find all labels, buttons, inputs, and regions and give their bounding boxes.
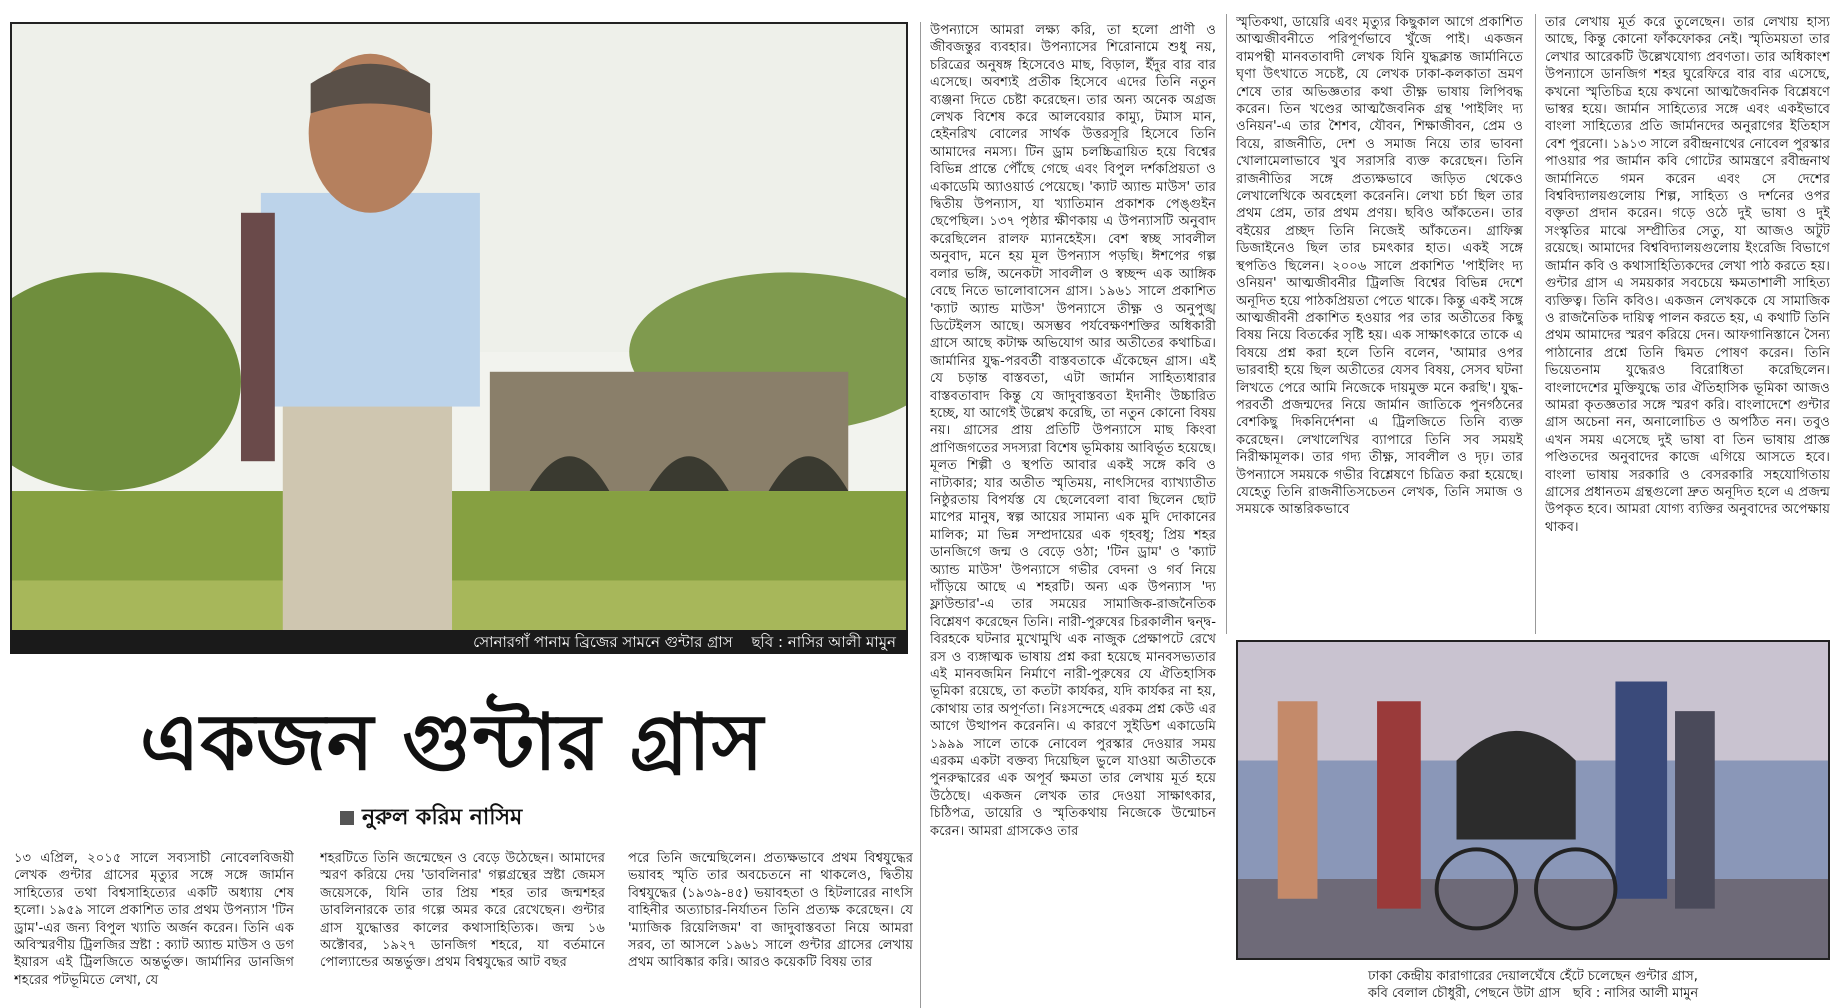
article-column-3 (628, 850, 913, 1008)
column-5-text: স্মৃতিকথা, ডায়েরি এবং মৃত্যুর কিছুকাল আগে প্রকাশিত আত্মজীবনীতে পরিপূর্ণভাবে খুঁজে পাই। একজন বামপন্থী মানবতাবাদী লেখক যিনি যুদ্ধক্লান্ত জার্মানিতে ঘৃণা উৎখাতে সচেষ্ট, যে লেখক ঢাকা-কলকাতা ভ্রমণ শেষে তার অভিজ্ঞতার কথা তীক্ষ্ণ ভাষায় লিপিবদ্ধ করেন। তিন খণ্ডের আত্মজৈবনিক গ্রন্থ 'পাইলিং দ্য ওনিয়ন'-এ তার শৈশব, যৌবন, শিক্ষাজীবন, প্রেম ও বিয়ে, রাজনীতি, দেশ ও সমাজ নিয়ে তার ভাবনা খোলামেলাভাবে খুব সরাসরি ব্যক্ত করেছেন। তিনি রাজনীতির সঙ্গে প্রত্যক্ষভাবে জড়িত থেকেও লেখালেখিকে অবহেলা করেননি। লেখা চর্চা ছিল তার প্রথম প্রেম, তার প্রথম প্রণয়। ছবিও আঁকতেন। তার বইয়ের প্রচ্ছদ তিনি নিজেই আঁকতেন। গ্রাফিক্স ডিজাইনেও ছিল তার চমৎকার হাত। একই সঙ্গে স্থপতিও ছিলেন। ২০০৬ সালে প্রকাশিত 'পাইলিং দ্য ওনিয়ন' আত্মজীবনীর ট্রিলজি বিশ্বের বিভিন্ন দেশে অনূদিত হয়ে পাঠকপ্রিয়তা পেতে থাকে। কিন্তু একই সঙ্গে আত্মজীবনী প্রকাশিত হওয়ার পর তার অতীতের কিছু বিষয় নিয়ে বিতর্কের সৃষ্টি হয়। এক সাক্ষাৎকারে তাকে এ বিষয়ে প্রশ্ন করা হলে তিনি বলেন, 'আমার ওপর ভারবাহী হয়ে ছিল অতীতের যেসব বিষয়, সেসব ঘটনা লিখতে পেরে আমি নিজেকে দায়মুক্ত মনে করছি'। যুদ্ধ-পরবর্তী প্রজন্মদের নিয়ে জার্মান জাতিকে পুনর্গঠনের বেশকিছু দিকনির্দেশনা এ ট্রিলজিতে তিনি ব্যক্ত করেছেন। লেখালেখির ব্যাপারে তিনি সব সময়ই নিরীক্ষামূলক। তার গদ্য তীক্ষ্ণ, সাবলীল ও দৃঢ়। তার উপন্যাসে সময়কে গভীর বিশ্লেষণে চিত্রিত করা হয়েছে। যেহেতু তিনি রাজনীতিসচেতন লেখক, তিনি সমাজ ও সময়কে আন্তরিকভাবে (1236, 15, 1523, 518)
article-column-6 (1545, 14, 1830, 634)
column-divider (1226, 14, 1227, 634)
column-divider (920, 22, 921, 1008)
photo1-caption (10, 630, 908, 654)
photo1-caption-credit: ছবি : নাসির আলী মামুন (751, 633, 896, 651)
article-column-5 (1236, 14, 1523, 626)
photo-gunter-grass-bridge (10, 22, 908, 654)
column-1-text: ১৩ এপ্রিল, ২০১৫ সালে সব্যসাচী নোবেলবিজয়ী লেখক গুন্টার গ্রাসের মৃত্যুর সঙ্গে সঙ্গে জার্মান সাহিত্যের তথা বিশ্বসাহিত্যের একটি অধ্যায় শেষ হলো। ১৯৫৯ সালে প্রকাশিত তার প্রথম উপন্যাস 'টিন ড্রাম'-এর জন্য বিপুল খ্যাতি অর্জন করেন। তিনি এক অবিস্মরণীয় ট্রিলজির স্রষ্টা : ক্যাট অ্যান্ড মাউস ও ডগ ইয়ারস এই ট্রিলজিতে অন্তর্ভুক্ত। জার্মানির ডানজিগ শহরের পটভূমিতে লেখা, যে (14, 851, 294, 988)
photo2-caption-line2: কবি বেলাল চৌধুরী, পেছনে উটা গ্রাস (1367, 986, 1561, 1001)
byline-square-icon (340, 811, 354, 825)
photo2-caption (1236, 968, 1830, 1002)
article-headline: একজন গুন্টার গ্রাস (140, 697, 765, 788)
column-4-text: উপন্যাসে আমরা লক্ষ্য করি, তা হলো প্রাণী ও জীবজন্তুর ব্যবহার। উপন্যাসের শিরোনামে শুধু নয়, চরিত্রের অনুষঙ্গ হিসেবেও মাছ, বিড়াল, ইঁদুর বার বার এসেছে। অবশ্যই প্রতীক হিসেবে এদের তিনি নতুন ব্যঞ্জনা দিতে চেষ্টা করেছেন। তার অন্য অনেক অগ্রজ লেখক বিশেষ করে আলবেয়ার কাম্যু, টমাস মান, হেইনরিখ বোলের সার্থক উত্তরসূরি হিসেবে তিনি আমাদের নমস্য। টিন ড্রাম চলচ্চিত্রায়িত হয়ে বিশ্বের বিভিন্ন প্রান্তে পৌঁছে গেছে এবং বিপুল দর্শকপ্রিয়তা ও একাডেমি অ্যাওয়ার্ড পেয়েছে। 'ক্যাট অ্যান্ড মাউস' তার দ্বিতীয় উপন্যাস, যা খ্যাতিমান প্রকাশক পেঙ্গুইন ছেপেছিল। ১৩৭ পৃষ্ঠার ক্ষীণকায় এ উপন্যাসটি অনুবাদ করেছিলেন রালফ ম্যানহেইস। বেশ স্বচ্ছ সাবলীল অনুবাদ, মনে হয় মূল উপন্যাস পড়ছি। ঈশপের গল্প বলার ভঙ্গি, অনেকটা সাবলীল ও স্বচ্ছন্দ এক আঙ্গিক বেছে নিতে ভালোবাসেন গ্রাস। ১৯৬১ সালে প্রকাশিত 'ক্যাট অ্যান্ড মাউস' উপন্যাসে তীক্ষ্ণ ও অনুপুঙ্খ ডিটেইলস আছে। অসম্ভব পর্যবেক্ষণশক্তির অধিকারী গ্রাসে আছে কটাক্ষ অভিযোগ আর অতীতের কথাচিত্র। জার্মানির যুদ্ধ-পরবর্তী বাস্তবতাকে এঁকেছেন গ্রাস। এই যে চড়ান্ত বাস্তবতা, এটা জার্মান সাহিত্যধারার বাস্তবতাবাদ কিন্তু যে জাদুবাস্তবতা ইদানীং উচ্চারিত হচ্ছে, যা আগেই উল্লেখ করেছি, তা নতুন কোনো বিষয় নয়। গ্রাসের প্রায় প্রতিটি উপন্যাসে মাছ কিংবা প্রাণিজগতের সদস্যরা বিশেষ ভূমিকায় আবির্ভূত হয়েছে। মূলত শিল্পী ও স্থপতি আবার একই সঙ্গে কবি ও নাট্যকার; যার অতীত স্মৃতিময়, নাৎসিদের ব্যাখ্যাতীত নিষ্ঠুরতায় বিপর্যস্ত যে ছেলেবেলা বাবা ছিলেন ছোট মাপের মানুষ, স্বল্প আয়ের সামান্য এক মুদি দোকানের মালিক; মা ভিন্ন সম্প্রদায়ের এক গৃহবধূ; প্রিয় শহর ডানজিগে জন্ম ও বেড়ে ওঠা; 'টিন ড্রাম' ও 'ক্যাট অ্যান্ড মাউস' উপন্যাসে গভীর বেদনা ও গর্ব নিয়ে দাঁড়িয়ে আছে এ শহরটি। অন্য এক উপন্যাস 'দ্য ফ্লাউন্ডার'-এ তার সময়ের সামাজিক-রাজনৈতিক বিশ্লেষণ করেছেন তিনি। নারী-পুরুষের চিরকালীন দ্বন্দ্ব-বিরহকে ঘটনার মুখোমুখি এক নাজুক প্রেক্ষাপটে রেখে রস ও ব্যঙ্গাত্মক ভাষায় প্রশ্ন করা হয়েছে মানবসভ্যতার এই মানবজমিন নির্মাণে নারী-পুরুষের যে ঐতিহাসিক ভূমিকা রয়েছে, তা কতটা কার্যকর, যদি কার্যকর না হয়, কোথায় তার অপূর্ণতা। নিঃসন্দেহে এরকম প্রশ্ন কেউ এর আগে উত্থাপন করেননি। এ কারণে সুইডিশ একাডেমি ১৯৯৯ সালে তাকে নোবেল পুরস্কার দেওয়ার সময় এরকম একটা বক্তব্য দিয়েছিল ভুলে যাওয়া অতীতকে পুনরুদ্ধারের এক অপূর্ব ক্ষমতা তার লেখায় মূর্ত হয়ে উঠেছে। একজন লেখক তার দেওয়া সাক্ষাৎকার, চিঠিপত্র, ডায়েরি ও স্মৃতিকথায় নিজেকে উন্মোচন করেন। আমরা গ্রাসকেও তার (930, 23, 1216, 839)
column-6-text: তার লেখায় মূর্ত করে তুলেছেন। তার লেখায় হাস্য আছে, কিন্তু কোনো ফাঁকফোকর নেই। স্মৃতিময়তা তার লেখার আরেকটি উল্লেখযোগ্য প্রবণতা। তার অধিকাংশ উপন্যাসে ডানজিগ শহর ঘুরেফিরে বার বার এসেছে, কখনো স্মৃতিচিত্র হয়ে কখনো আত্মজৈবনিক বিশ্লেষণে ভাস্বর হয়ে। জার্মান সাহিত্যের সঙ্গে এবং একইভাবে বাংলা সাহিত্যের প্রতি জার্মানদের অনুরাগের ইতিহাস বেশ পুরনো। ১৯১৩ সালে রবীন্দ্রনাথের নোবেল পুরস্কার পাওয়ার পর জার্মান কবি গোটের আমন্ত্রণে রবীন্দ্রনাথ জার্মানিতে গমন করেন এবং সে দেশের বিশ্ববিদ্যালয়গুলোয় শিল্প, সাহিত্য ও দর্শনের ওপর বক্তৃতা প্রদান করেন। গড়ে ওঠে দুই ভাষা ও দুই সংস্কৃতির মাঝে সম্প্রীতির সেতু, যা আজও অটুট রয়েছে। আমাদের বিশ্ববিদ্যালয়গুলোয় ইংরেজি বিভাগে জার্মান কবি ও কথাসাহিত্যিকদের লেখা পাঠ করতে হয়। গুন্টার গ্রাস এ সময়কার সবচেয়ে ক্ষমতাশালী সাহিত্য ব্যক্তিত্ব। তিনি কবিও। একজন লেখককে যে সামাজিক ও রাজনৈতিক দায়িত্ব পালন করতে হয়, এ কথাটি তিনি প্রথম আমাদের স্মরণ করিয়ে দেন। আফগানিস্তানে সৈন্য পাঠানোর প্রশ্নে তিনি দ্বিমত পোষণ করেন। তিনি ভিয়েতনাম যুদ্ধেরও বিরোধিতা করেছিলেন। বাংলাদেশের মুক্তিযুদ্ধে তার ঐতিহাসিক ভূমিকা আজও আমরা কৃতজ্ঞতার সঙ্গে স্মরণ করি। বাংলাদেশে গুন্টার গ্রাস অচেনা নন, অনালোচিত ও অপঠিত নন। তবুও এখন সময় এসেছে দুই ভাষা বা তিন ভাষায় প্রাজ্ঞ পণ্ডিতদের অনুবাদের কাজে এগিয়ে আসতে হবে। বাংলা ভাষায় সরকারি ও বেসরকারি সহযোগিতায় গ্রাসের প্রধানতম গ্রন্থগুলো দ্রুত অনূদিত হলে এ প্রজন্ম উপকৃত হবে। আমরা যোগ্য ব্যক্তির অনুবাদের অপেক্ষায় থাকব। (1545, 15, 1830, 535)
article-column-2 (320, 850, 605, 1008)
photo2-illustration (1238, 642, 1828, 958)
photo2-caption-credit: ছবি : নাসির আলী মামুন (1572, 986, 1699, 1001)
column-2-text: শহরটিতে তিনি জন্মেছেন ও বেড়ে উঠেছেন। আমাদের স্মরণ করিয়ে দেয় 'ডাবলিনার' গল্পগ্রন্থের স্রষ্টা জেমস জয়েসকে, যিনি তার প্রিয় শহর তার জন্মশহর ডাবলিনারকে তার গল্পে অমর করে রেখেছেন। গুন্টার গ্রাস যুদ্ধোত্তর কালের কথাসাহিত্যিক। জন্ম ১৬ অক্টোবর, ১৯২৭ ডানজিগ শহরে, যা বর্তমানে পোল্যান্ডের অন্তর্ভুক্ত। প্রথম বিশ্বযুদ্ধের আট বছর (320, 851, 605, 971)
column-3-text: পরে তিনি জন্মেছিলেন। প্রত্যক্ষভাবে প্রথম বিশ্বযুদ্ধের ভয়াবহ স্মৃতি তার অবচেতনে না থাকলেও, দ্বিতীয় বিশ্বযুদ্ধের (১৯৩৯-৪৫) ভয়াবহতা ও হিটলারের নাৎসি বাহিনীর অত্যাচার-নির্যাতন তিনি প্রত্যক্ষ করেছেন। যে 'ম্যাজিক রিয়েলিজম' বা জাদুবাস্তবতা নিয়ে আমরা সরব, তা আসলে ১৯৬১ সালে গুন্টার গ্রাসের লেখায় প্রথম আবিষ্কার করি। আরও কয়েকটি বিষয় তার (628, 851, 913, 971)
photo2-caption-line1: ঢাকা কেন্দ্রীয় কারাগারের দেয়ালঘেঁষে হেঁটে চলেছেন গুন্টার গ্রাস, (1368, 969, 1698, 984)
column-divider (1535, 14, 1536, 634)
byline-author: নুরুল করিম নাসিম (362, 805, 523, 830)
photo1-caption-text: সোনারগাঁ পানাম ব্রিজের সামনে গুন্টার গ্রাস (473, 633, 733, 651)
photo-illustration (12, 24, 906, 652)
article-column-1 (14, 850, 294, 1008)
photo2-caption-line2-wrap (1236, 985, 1830, 1002)
article-column-4 (930, 22, 1216, 1008)
photo-walking-group (1236, 640, 1830, 960)
article-byline (340, 800, 522, 837)
